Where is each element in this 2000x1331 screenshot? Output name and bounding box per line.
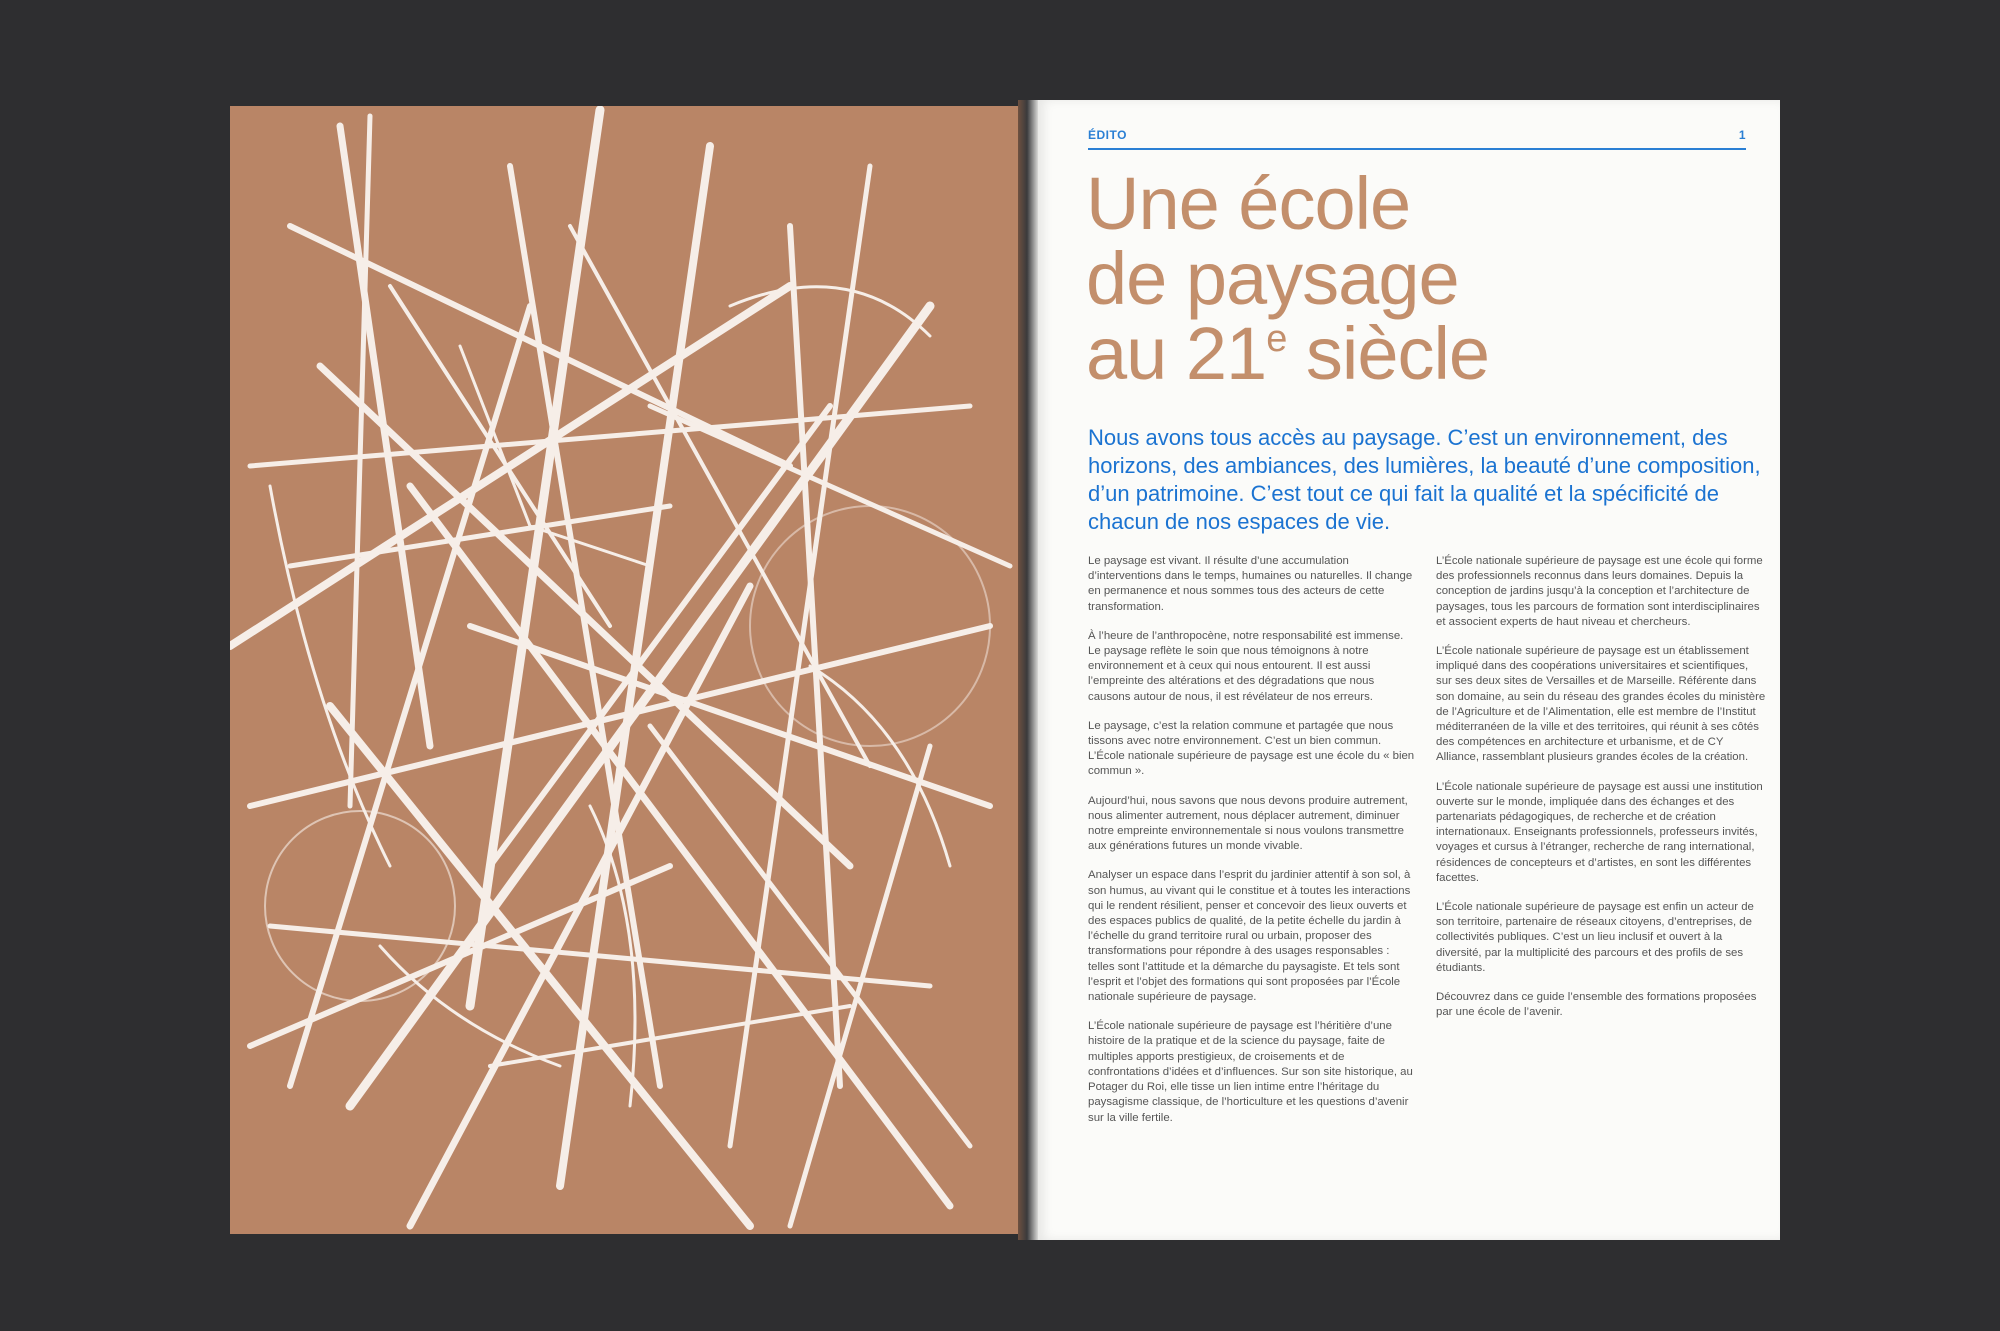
magazine-spread [230,100,1780,1240]
body-column-right [1436,554,1766,1034]
body-paragraph: Aujourd’hui, nous savons que nous devons produire autrement, nous alimenter autrement, nous déplacer autrement, diminuer notre empreinte environnementale si nous voulons transmettre aux générations futures un monde vivable. [1088,794,1408,853]
left-page-illustration [230,106,1018,1234]
body-paragraph: L’École nationale supérieure de paysage est aussi une institution ouverte sur le monde, impliquée dans des échanges et des partenariats pédagogiques, de recherche et de création internationaux. Enseignants professionnels, professeurs invités, voyages et cursus à l’étranger, recherche de rang international, résidences de concepteurs et d’artistes, en sont les différentes facettes. [1436,780,1763,884]
body-paragraph: L’École nationale supérieure de paysage est une école qui forme des professionnels reconnus dans leurs domaines. Depuis la conception de jardins jusqu’à la conception et l’architecture de paysages, tous les parcours de formation sont interdisciplinaires et associent experts de haut niveau et chercheurs. [1436,555,1763,628]
body-paragraph: À l’heure de l’anthropocène, notre responsabilité est immense. Le paysage reflète le soin que nous témoignons à notre environnement et à ceux qui nous entourent. Il est aussi l’empreinte des altérations et des dégradations que nous causons autour de nous, il est révélateur de nos erreurs. [1088,629,1404,703]
running-header [1088,126,1746,150]
branches-illustration [230,106,1018,1234]
title-line-3-post: siècle [1286,312,1490,395]
title-line-2: de paysage [1086,237,1459,320]
title-superscript: e [1266,318,1287,360]
section-label: ÉDITO [1088,128,1127,142]
body-column-left [1088,554,1418,1140]
right-page [1038,100,1780,1240]
body-paragraph: L’École nationale supérieure de paysage est l’héritière d’une histoire de la pratique et de la science du paysage, faite de multiples apports prestigieux, de croisements et de confrontations d’idées et d’influences. Sur son site historique, au Potager du Roi, elle tisse un lien intime entre l’héritage du paysagisme classique, de l’horticulture et les questions d’avenir sur la ville fertile. [1088,1020,1413,1124]
title-line-3 [1086,312,1746,395]
page-title [1086,162,1746,395]
body-paragraph: Le paysage est vivant. Il résulte d’une accumulation d’interventions dans le temps, humaines ou naturelles. Il change en permanence et nous sommes tous des acteurs de cette transformation. [1088,555,1413,613]
title-line-1: Une école [1086,162,1411,245]
body-paragraph: L’École nationale supérieure de paysage est un établissement impliqué dans des coopérations universitaires et scientifiques, sur ses deux sites de Versailles et de Marseille. Référente dans son domaine, au sein du réseau des grandes écoles du ministère de l’Agriculture et de l’Alimentation, elle est membre de l’Institut méditerranéen de la ville et des territoires, qui réunit à ses côtés des compétences en architecture et urbanisme, et de CY Alliance, rassemblant plusieurs grandes écoles de la création. [1436,645,1766,764]
body-paragraph: L’École nationale supérieure de paysage est enfin un acteur de son territoire, partenaire de réseaux citoyens, d’entreprises, de collectivités publiques. C’est un lieu inclusif et ouvert à la diversité, par la multiplicité des parcours et des profils de ses étudiants. [1436,901,1754,974]
body-paragraph: Découvrez dans ce guide l’ensemble des formations proposées par une école de l’avenir. [1436,991,1757,1019]
page-number: 1 [1738,128,1746,142]
lead-paragraph: Nous avons tous accès au paysage. C’est un environnement, des horizons, des ambiances, des lumières, la beauté d’une composition, d’un patrimoine. C’est tout ce qui fait la qualité et la spécificité de chacun de nos espaces de vie. [1088,425,1761,534]
spread-gutter [1018,100,1038,1240]
body-paragraph: Analyser un espace dans l’esprit du jardinier attentif à son sol, à son humus, au vivant qui le constitue et à toutes les interactions qui le rendent résilient, penser et concevoir des lieux ouverts et des espaces publics de qualité, de la petite échelle du jardin à l’échelle du grand territoire rural ou urbain, proposer des transformations pour répondre à des usages responsables : telles sont l’attitude et la démarche du paysagiste. Et tels sont l’esprit et l’objet des formations qui sont proposées par l’École nationale supérieure de paysage. [1088,869,1411,1004]
body-paragraph: Le paysage, c’est la relation commune et partagée que nous tissons avec notre environnement. C’est un bien commun. L’École nationale supérieure de paysage est une école du « bien commun ». [1088,719,1415,778]
title-line-3-pre: au 21 [1086,312,1267,395]
